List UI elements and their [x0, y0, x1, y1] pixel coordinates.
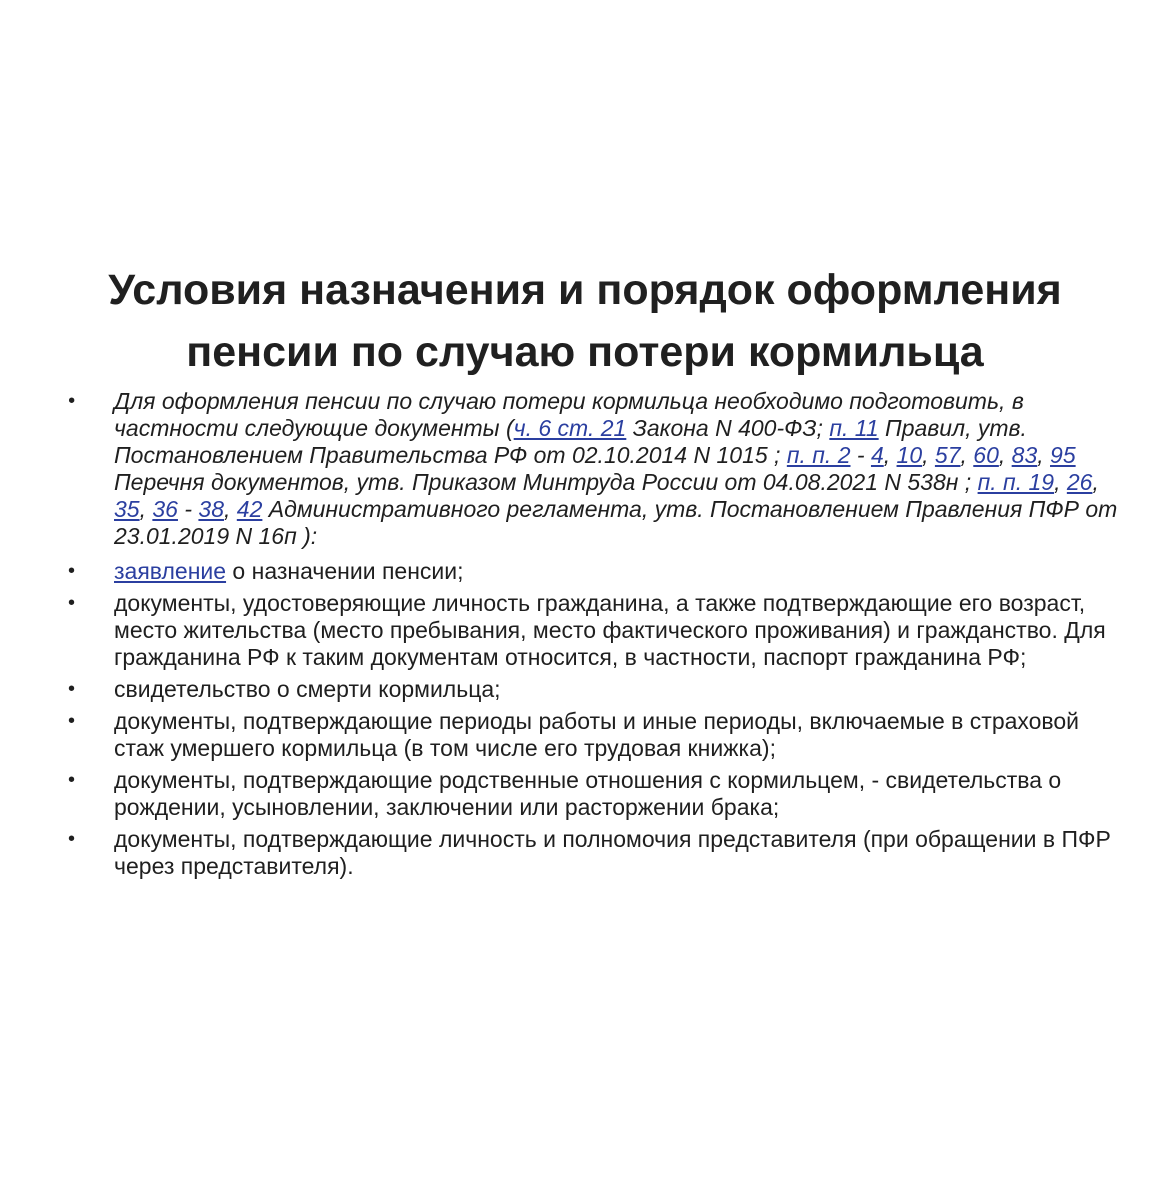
intro-text: ,	[1092, 469, 1099, 495]
bullet-icon: •	[68, 678, 76, 700]
link-application[interactable]: заявление	[114, 558, 227, 584]
link-rules-p11[interactable]: п. 11	[829, 415, 879, 441]
list-item	[62, 590, 1122, 671]
intro-text: ,	[922, 442, 935, 468]
intro-text: Закона N 400-ФЗ;	[626, 415, 830, 441]
list-item-text: документы, удостоверяющие личность гражданина, а также подтверждающие его возраст, место жительства (место пребывания, место фактического проживания) и гражданство. Для гражданина РФ к таким документам относится, в частности, паспорт гражданина РФ;	[114, 590, 1106, 670]
intro-text: Перечня документов, утв. Приказом Минтруда России от 04.08.2021 N 538н ;	[114, 469, 978, 495]
application-text: о назначении пенсии;	[226, 558, 464, 584]
title-line-2: пенсии по случаю потери кормильца	[186, 327, 984, 376]
intro-text: ,	[1037, 442, 1051, 468]
bullet-icon: •	[68, 828, 76, 850]
link-regulation-pp19[interactable]: п. п. 19	[977, 469, 1055, 495]
list-item	[62, 826, 1122, 880]
page-title	[40, 259, 1130, 383]
bullet-icon: •	[68, 710, 76, 732]
intro-text: ,	[1054, 469, 1067, 495]
intro-text: Административного регламента, утв. Постановлением Правления ПФР от 23.01.2019 N 16п ):	[114, 496, 1118, 549]
intro-text: -	[177, 496, 199, 522]
link-list-95[interactable]: 95	[1050, 442, 1076, 468]
list-item	[62, 676, 1122, 703]
intro-text: Для оформления пенсии по случаю потери кормильца необходимо подготовить, в частности следующие документы (	[114, 388, 1024, 441]
list-item-text: документы, подтверждающие периоды работы и иные периоды, включаемые в страховой стаж умершего кормильца (в том числе его трудовая книжка);	[114, 708, 1080, 761]
link-regulation-26[interactable]: 26	[1066, 469, 1093, 495]
title-line-1: Условия назначения и порядок оформления	[108, 265, 1062, 314]
intro-text: ,	[960, 442, 974, 468]
list-item-application	[62, 558, 1122, 585]
bullet-icon: •	[68, 390, 76, 412]
bullet-icon: •	[68, 769, 76, 791]
intro-text: ,	[998, 442, 1012, 468]
link-regulation-35[interactable]: 35	[114, 496, 140, 522]
bullet-icon: •	[68, 560, 76, 582]
link-regulation-42[interactable]: 42	[236, 496, 263, 522]
link-list-4[interactable]: 4	[870, 442, 884, 468]
list-item-intro	[62, 388, 1122, 550]
link-list-83[interactable]: 83	[1011, 442, 1038, 468]
link-list-10[interactable]: 10	[896, 442, 923, 468]
list-item-text: документы, подтверждающие родственные отношения с кормильцем, - свидетельства о рождении, усыновлении, заключении или расторжении брака;	[114, 767, 1062, 820]
list-item-text: свидетельство о смерти кормильца;	[114, 676, 501, 702]
list-item	[62, 708, 1122, 762]
link-list-60[interactable]: 60	[973, 442, 999, 468]
list-item-text: документы, подтверждающие личность и полномочия представителя (при обращении в ПФР через представителя).	[114, 826, 1111, 879]
link-regulation-38[interactable]: 38	[198, 496, 225, 522]
link-list-pp2[interactable]: п. п. 2	[786, 442, 851, 468]
document-list	[62, 388, 1122, 885]
intro-text: ,	[883, 442, 897, 468]
list-item	[62, 767, 1122, 821]
link-regulation-36[interactable]: 36	[152, 496, 178, 522]
link-list-57[interactable]: 57	[934, 442, 961, 468]
intro-text: -	[850, 442, 871, 468]
intro-text: Правил, утв. Постановлением Правительства РФ от 02.10.2014 N 1015 ;	[114, 415, 1027, 468]
intro-text: ,	[224, 496, 237, 522]
bullet-icon: •	[68, 592, 76, 614]
link-law-400fz[interactable]: ч. 6 ст. 21	[513, 415, 627, 441]
intro-text: ,	[139, 496, 153, 522]
